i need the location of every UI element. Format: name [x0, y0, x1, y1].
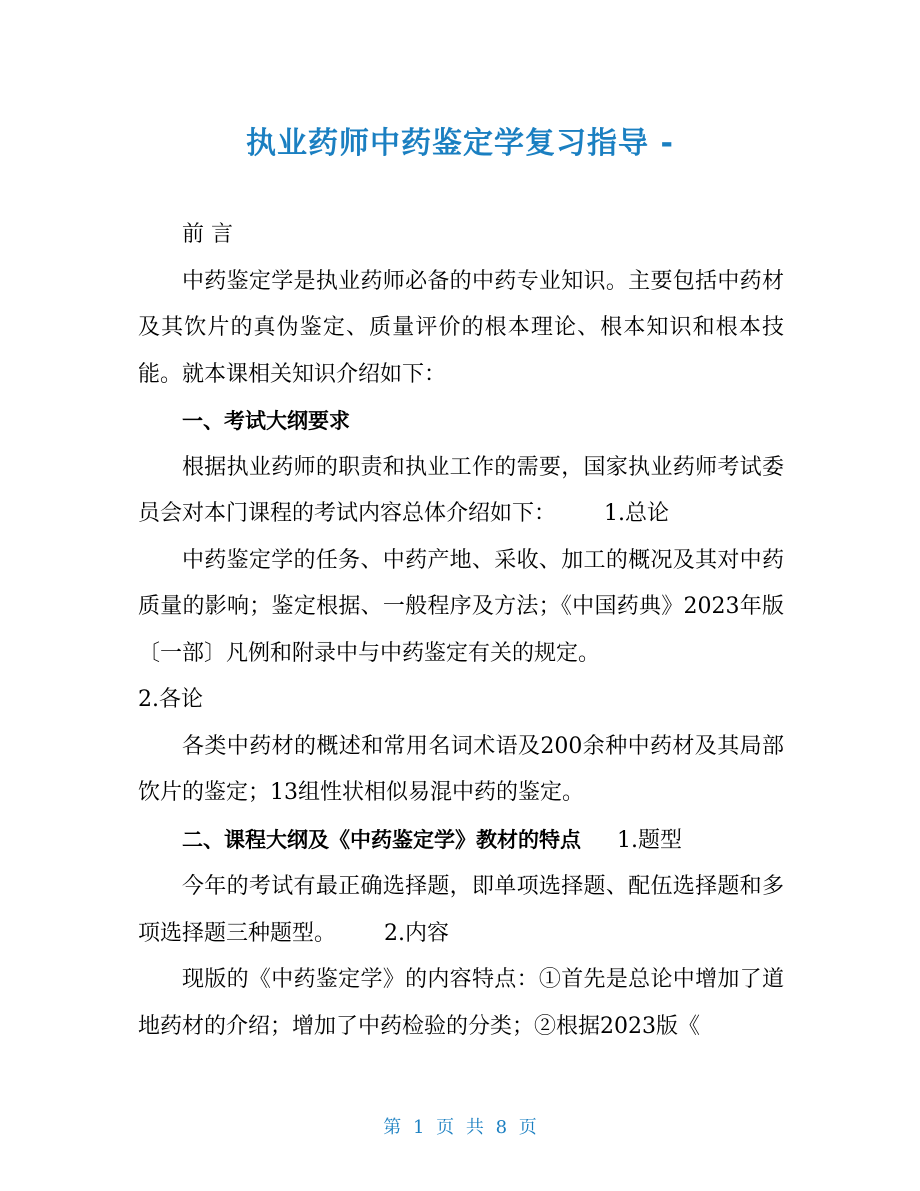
section2-heading: 二、课程大纲及《中药鉴定学》教材的特点	[182, 827, 581, 852]
section1-item1-paragraph: 中药鉴定学的任务、中药产地、采收、加工的概况及其对中药质量的影响；鉴定根据、一般程序及方法；《中国药典》2023年版〔一部〕凡例和附录中与中药鉴定有关的规定。	[138, 547, 784, 666]
section2-item1-label: 1.题型	[617, 827, 682, 853]
section1-item2-paragraph: 各类中药材的概述和常用名词术语及200余种中药材及其局部饮片的鉴定；13组性状相似易混中药的鉴定。	[138, 733, 784, 805]
section2-item1-text: 今年的考试有最正确选择题，即单项选择题、配伍选择题和多项选择题三种题型。	[138, 874, 784, 946]
section2-paragraph	[138, 864, 784, 957]
section1-heading: 一、考试大纲要求	[182, 409, 350, 433]
preface-paragraph: 中药鉴定学是执业药师必备的中药专业知识。主要包括中药材及其饮片的真伪鉴定、质量评价的根本理论、根本知识和根本技能。就本课相关知识介绍如下：	[138, 268, 784, 387]
section1-text: 根据执业药师的职责和执业工作的需要，国家执业药师考试委员会对本门课程的考试内容总体介绍如下：	[138, 454, 784, 526]
section1-item2-label: 2.各论	[138, 687, 203, 712]
page-indicator: 第 1 页 共 8 页	[383, 1117, 537, 1138]
section1-item1-label: 1.总论	[604, 501, 670, 526]
section2-item2-label: 2.内容	[384, 920, 450, 946]
section1-paragraph	[138, 445, 784, 538]
section2-heading-line	[138, 817, 784, 865]
preface-heading: 前 言	[182, 222, 233, 247]
document-body	[138, 212, 784, 1050]
document-title: 执业药师中药鉴定学复习指导 -	[246, 126, 674, 161]
section2-item2-paragraph: 现版的《中药鉴定学》的内容特点：①首先是总论中增加了道地药材的介绍；增加了中药检验的分类；②根据2023版《	[138, 967, 784, 1039]
